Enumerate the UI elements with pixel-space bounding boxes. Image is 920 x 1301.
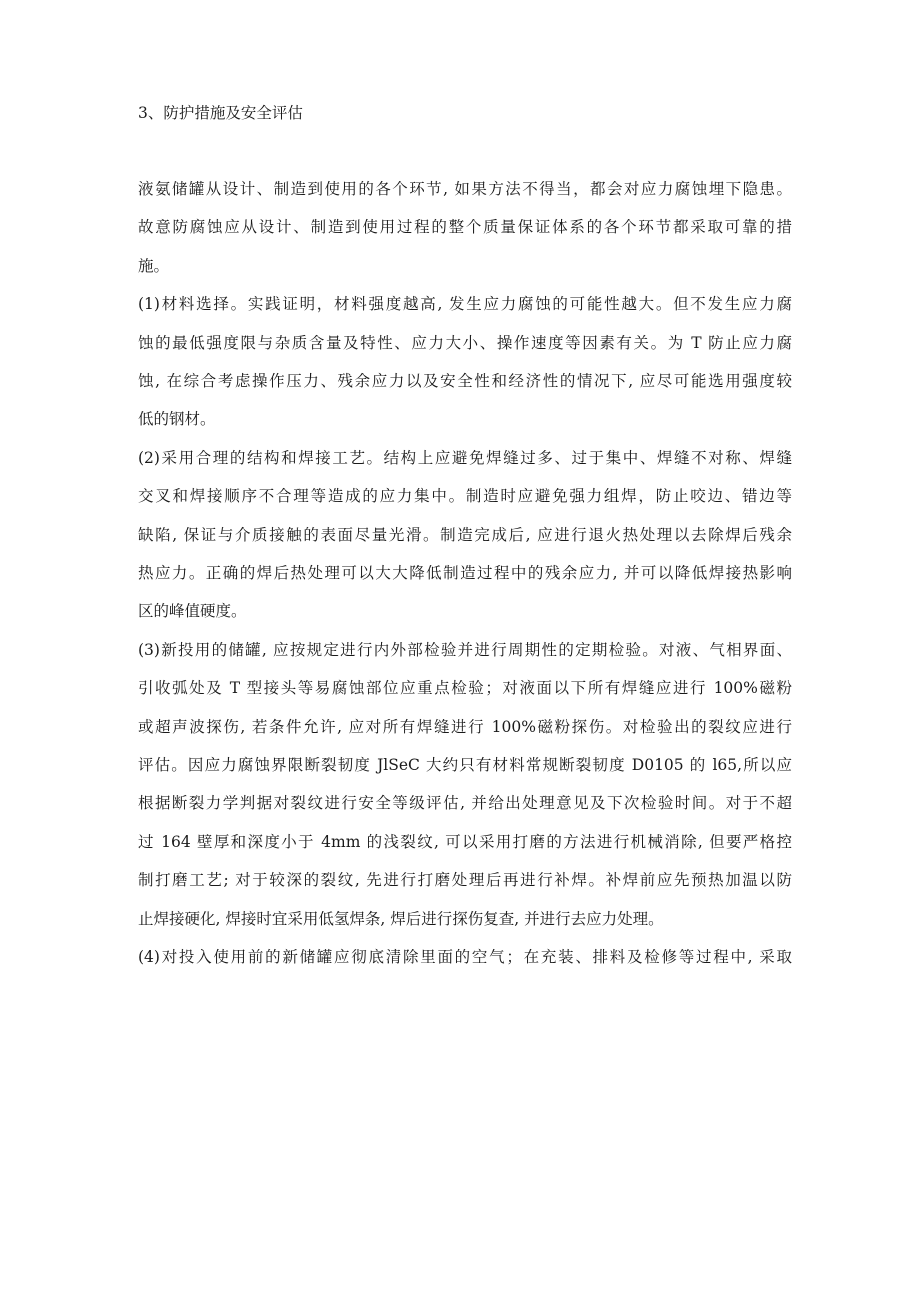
text-line: 蚀, 在综合考虑操作压力、残余应力以及安全性和经济性的情况下, 应尽可能选用强度较	[138, 372, 792, 390]
text-line: 过 164 壁厚和深度小于 4mm 的浅裂纹, 可以采用打磨的方法进行机械消除, 但要严格控	[138, 832, 792, 851]
text-line: 止焊接硬化, 焊接时宜采用低氢焊条, 焊后进行探伤复查, 并进行去应力处理。	[138, 909, 664, 928]
section-heading: 3、防护措施及安全评估	[138, 104, 303, 122]
text-line: (2)采用合理的结构和焊接工艺。结构上应避免焊缝过多、过于集中、焊缝不对称、焊缝	[138, 448, 792, 467]
text-line: 区的峰值硬度。	[138, 602, 247, 621]
text-line: 引收弧处及 T 型接头等易腐蚀部位应重点检验；对液面以下所有焊缝应进行 100%磁粉	[138, 679, 792, 698]
text-line: 或超声波探伤, 若条件允许, 应对所有焊缝进行 100%磁粉探伤。对检验出的裂纹应进行	[138, 717, 792, 736]
text-line: 根据断裂力学判据对裂纹进行安全等级评估, 并给出处理意见及下次检验时间。对于不超	[138, 794, 792, 813]
text-line: (4)对投入使用前的新储罐应彻底清除里面的空气；在充装、排料及检修等过程中, 采取	[138, 948, 793, 966]
text-line: 缺陷, 保证与介质接触的表面尽量光滑。制造完成后, 应进行退火热处理以去除焊后残余	[138, 525, 792, 544]
text-line: 故意防腐蚀应从设计、制造到使用过程的整个质量保证体系的各个环节都采取可靠的措	[138, 218, 792, 237]
text-line: 热应力。正确的焊后热处理可以大大降低制造过程中的残余应力, 并可以降低焊接热影响	[138, 564, 792, 582]
text-line: (1)材料选择。实践证明，材料强度越高, 发生应力腐蚀的可能性越大。但不发生应力腐	[138, 295, 792, 314]
text-line: 液氨储罐从设计、制造到使用的各个环节, 如果方法不得当，都会对应力腐蚀埋下隐患。	[138, 180, 792, 198]
text-line: 制打磨工艺; 对于较深的裂纹, 先进行打磨处理后再进行补焊。补焊前应先预热加温以防	[138, 871, 792, 890]
text-line: 低的钢材。	[138, 410, 216, 429]
text-line: (3)新投用的储罐, 应按规定进行内外部检验并进行周期性的定期检验。对液、气相界面、	[138, 640, 792, 659]
text-line: 评估。因应力腐蚀界限断裂韧度 JlSeC 大约只有材料常规断裂韧度 D0105 的 l65,所以应	[138, 756, 792, 774]
text-line: 施。	[138, 256, 170, 275]
text-line: 交叉和焊接顺序不合理等造成的应力集中。制造时应避免强力组焊，防止咬边、错边等	[138, 487, 792, 506]
text-line: 蚀的最低强度限与杂质含量及特性、应力大小、操作速度等因素有关。为 T 防止应力腐	[138, 333, 792, 352]
